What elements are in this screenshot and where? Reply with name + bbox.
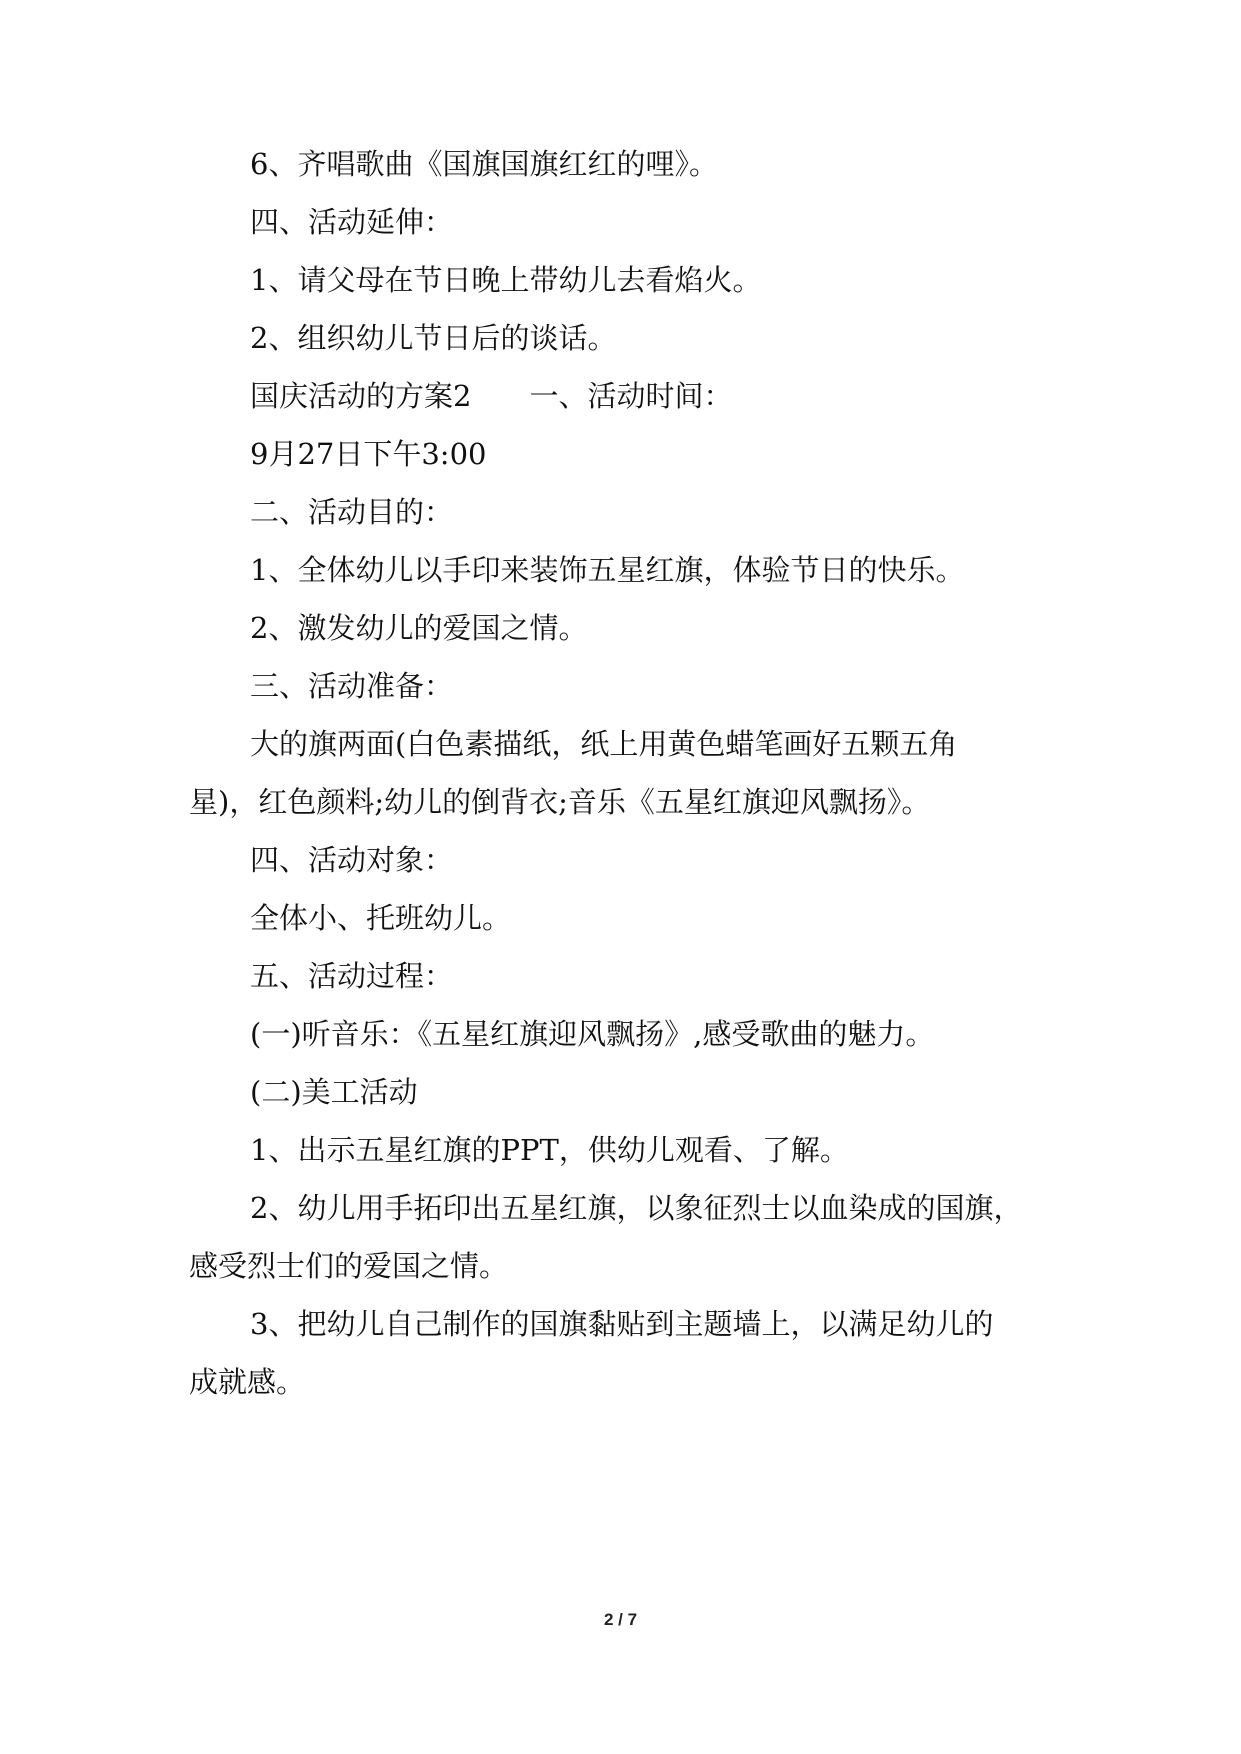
paragraph: (二)美工活动 bbox=[250, 1075, 418, 1109]
paragraph: 6、齐唱歌曲《国旗国旗红红的哩》。 bbox=[250, 147, 718, 181]
paragraph: 3、把幼儿自己制作的国旗黏贴到主题墙上，以满足幼儿的 bbox=[250, 1307, 994, 1341]
paragraph: 1、出示五星红旗的PPT，供幼儿观看、了解。 bbox=[250, 1133, 849, 1167]
paragraph: 2、幼儿用手拓印出五星红旗，以象征烈士以血染成的国旗， bbox=[250, 1191, 1023, 1225]
paragraph: (一)听音乐：《五星红旗迎风飘扬》,感受歌曲的魅力。 bbox=[250, 1017, 935, 1051]
paragraph-continuation: 星)，红色颜料;幼儿的倒背衣;音乐《五星红旗迎风飘扬》。 bbox=[189, 785, 931, 819]
paragraph-continuation: 感受烈士们的爱国之情。 bbox=[189, 1249, 509, 1283]
paragraph: 2、组织幼儿节日后的谈话。 bbox=[250, 321, 617, 355]
section-heading: 二、活动目的： bbox=[250, 495, 454, 529]
paragraph: 9月27日下午3:00 bbox=[250, 437, 487, 471]
section-heading: 五、活动过程： bbox=[250, 959, 454, 993]
paragraph: 全体小、托班幼儿。 bbox=[250, 901, 512, 935]
section-heading: 四、活动延伸： bbox=[250, 205, 454, 239]
section-heading: 三、活动准备： bbox=[250, 669, 454, 703]
paragraph: 1、请父母在节日晚上带幼儿去看焰火。 bbox=[250, 263, 762, 297]
paragraph: 1、全体幼儿以手印来装饰五星红旗，体验节日的快乐。 bbox=[250, 553, 965, 587]
section-heading: 四、活动对象： bbox=[250, 843, 454, 877]
paragraph-continuation: 成就感。 bbox=[189, 1365, 306, 1399]
paragraph: 大的旗两面(白色素描纸，纸上用黄色蜡笔画好五颗五角 bbox=[250, 727, 958, 761]
page-number: 2 / 7 bbox=[603, 1610, 638, 1629]
paragraph: 2、激发幼儿的爱国之情。 bbox=[250, 611, 588, 645]
paragraph: 国庆活动的方案2 一、活动时间： bbox=[250, 379, 733, 413]
